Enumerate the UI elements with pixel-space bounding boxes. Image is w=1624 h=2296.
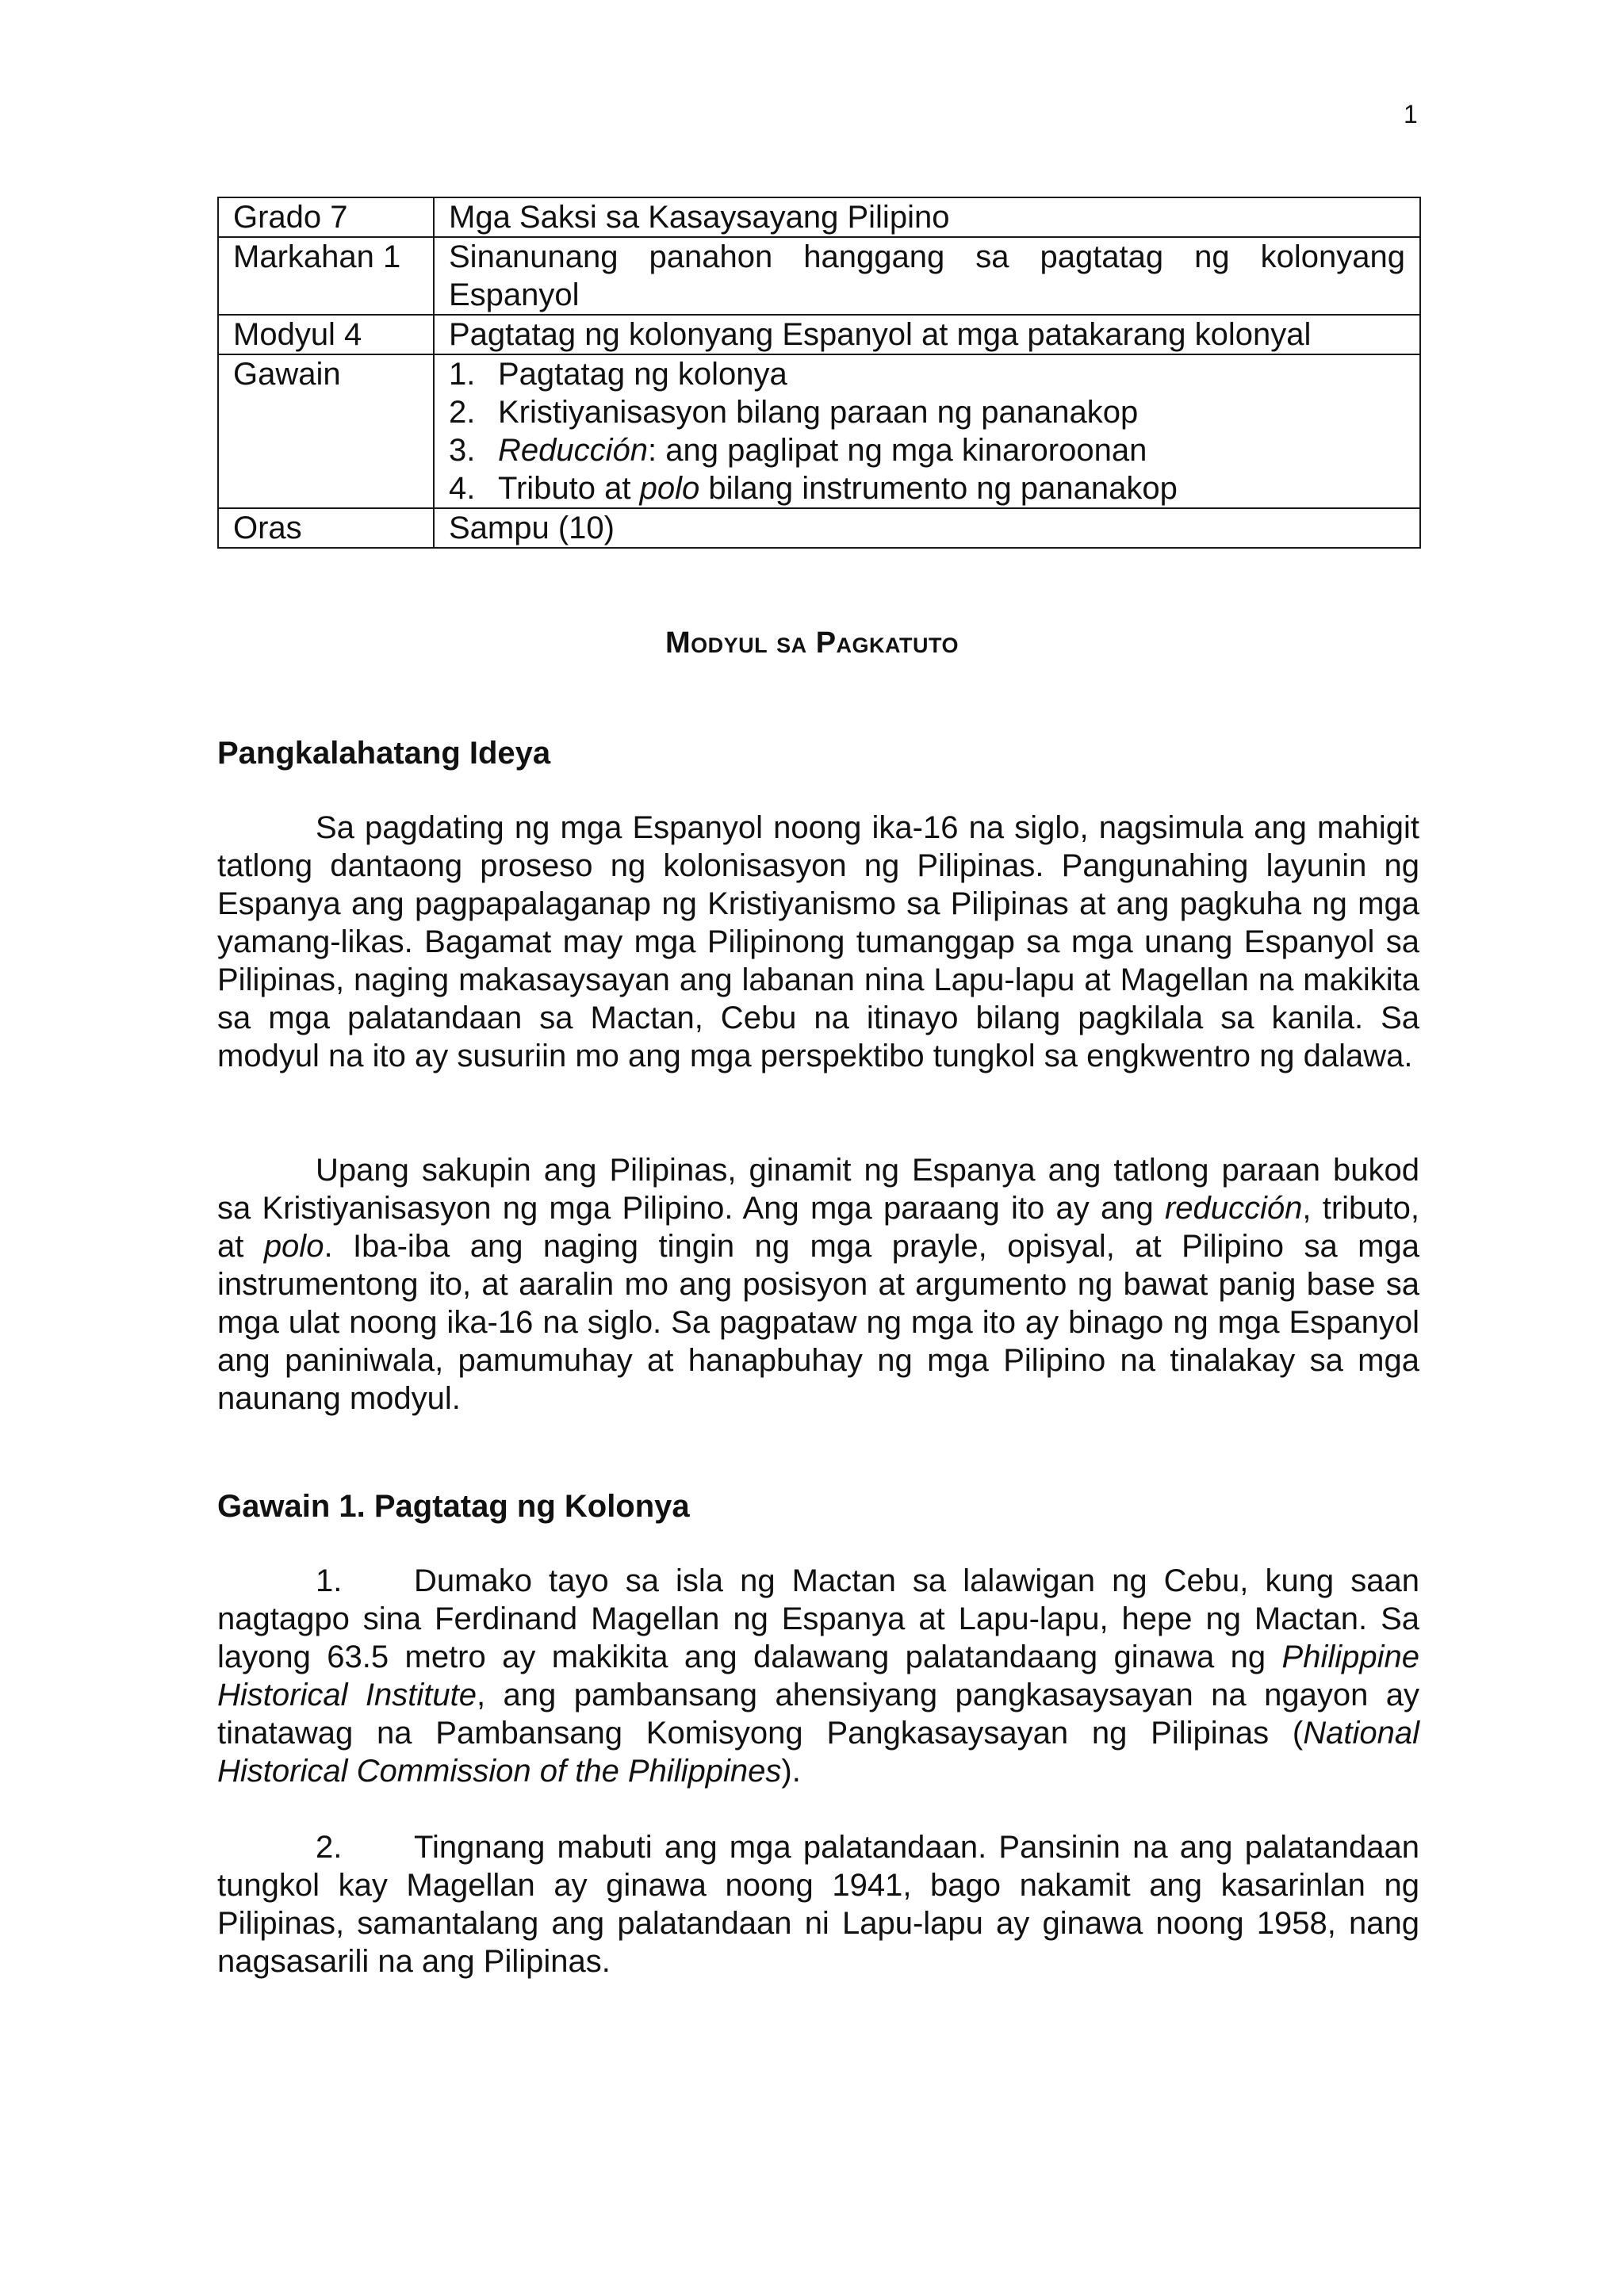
list-item-number: 2.	[449, 395, 476, 430]
quarter-label: Markahan 1	[218, 237, 434, 315]
table-row	[218, 197, 1420, 237]
table-row	[218, 315, 1420, 354]
hours-label: Oras	[218, 508, 434, 548]
activities-value	[434, 354, 1420, 508]
list-item-text: Tributo at polo bilang instrumento ng pananakop	[498, 471, 1178, 506]
list-item-number: 3.	[449, 433, 476, 468]
list-item-text: Pagtatag ng kolonya	[498, 357, 787, 392]
table-row	[218, 508, 1420, 548]
page-title: Modyul sa Pagkatuto	[665, 626, 959, 660]
page-number: 1	[1404, 100, 1418, 128]
list-item	[449, 393, 1405, 431]
module-value: Pagtatag ng kolonyang Espanyol at mga patakarang kolonyal	[434, 315, 1420, 354]
activities-label: Gawain	[218, 354, 434, 508]
table-row	[218, 237, 1420, 315]
section-heading-activity-1: Gawain 1. Pagtatag ng Kolonya	[217, 1489, 690, 1524]
table-row	[218, 354, 1420, 508]
activity-item-1: 1. Dumako tayo sa isla ng Mactan sa lalawigan ng Cebu, kung saan nagtagpo sina Ferdinand Magellan ng Espanya at Lapu-lapu, hepe ng Mactan. Sa layong 63.5 metro ay makikita ang dalawang palatandaang ginawa ng Philippine Historical Institute, ang pambansang ahensiyang pangkasaysayan na ngayon ay tinatawag na Pambansang Komisyong Pangkasaysayan ng Pilipinas (National Historical Commission of the Philippines).	[217, 1563, 1419, 1789]
module-label: Modyul 4	[218, 315, 434, 354]
activities-list	[449, 355, 1405, 507]
list-item-number: 4.	[449, 471, 476, 506]
hours-value: Sampu (10)	[434, 508, 1420, 548]
list-item	[449, 355, 1405, 393]
activity-item-2: 2. Tingnang mabuti ang mga palatandaan. Pansinin na ang palatandaan tungkol kay Magellan ay ginawa noong 1941, bago nakamit ang kasarinlan ng Pilipinas, samantalang ang palatandaan ni Lapu-lapu ay ginawa noong 1958, nang nagsasarili na ang Pilipinas.	[217, 1830, 1419, 1979]
section-heading-overview: Pangkalahatang Ideya	[217, 736, 551, 771]
list-item	[449, 469, 1405, 507]
module-info-table	[217, 197, 1421, 549]
overview-paragraph-1: Sa pagdating ng mga Espanyol noong ika-16 na siglo, nagsimula ang mahigit tatlong dantaong proseso ng kolonisasyon ng Pilipinas. Pangunahing layunin ng Espanya ang pagpapalaganap ng Kristiyanismo sa Pilipinas at ang pagkuha ng mga yamang-likas. Bagamat may mga Pilipinong tumanggap sa mga unang Espanyol sa Pilipinas, naging makasaysayan ang labanan nina Lapu-lapu at Magellan na makikita sa mga palatandaan sa Mactan, Cebu na itinayo bilang pagkilala sa kanila. Sa modyul na ito ay susuriin mo ang mga perspektibo tungkol sa engkwentro ng dalawa.	[217, 810, 1419, 1073]
list-item-text: Reducción: ang paglipat ng mga kinaroroonan	[498, 433, 1147, 468]
list-item-number: 1.	[449, 357, 476, 392]
list-item-text: Kristiyanisasyon bilang paraan ng pananakop	[498, 395, 1139, 430]
list-item	[449, 431, 1405, 469]
grade-value: Mga Saksi sa Kasaysayang Pilipino	[434, 197, 1420, 237]
quarter-value: Sinanunang panahon hanggang sa pagtatag ng kolonyang Espanyol	[434, 237, 1420, 315]
overview-paragraph-2: Upang sakupin ang Pilipinas, ginamit ng Espanya ang tatlong paraan bukod sa Kristiyanisasyon ng mga Pilipino. Ang mga paraang ito ay ang reducción, tributo, at polo. Iba-iba ang naging tingin ng mga prayle, opisyal, at Pilipino sa mga instrumentong ito, at aaralin mo ang posisyon at argumento ng bawat panig base sa mga ulat noong ika-16 na siglo. Sa pagpataw ng mga ito ay binago ng mga Espanyol ang paniniwala, pamumuhay at hanapbuhay ng mga Pilipino na tinalakay sa mga naunang modyul.	[217, 1153, 1419, 1416]
grade-label: Grado 7	[218, 197, 434, 237]
